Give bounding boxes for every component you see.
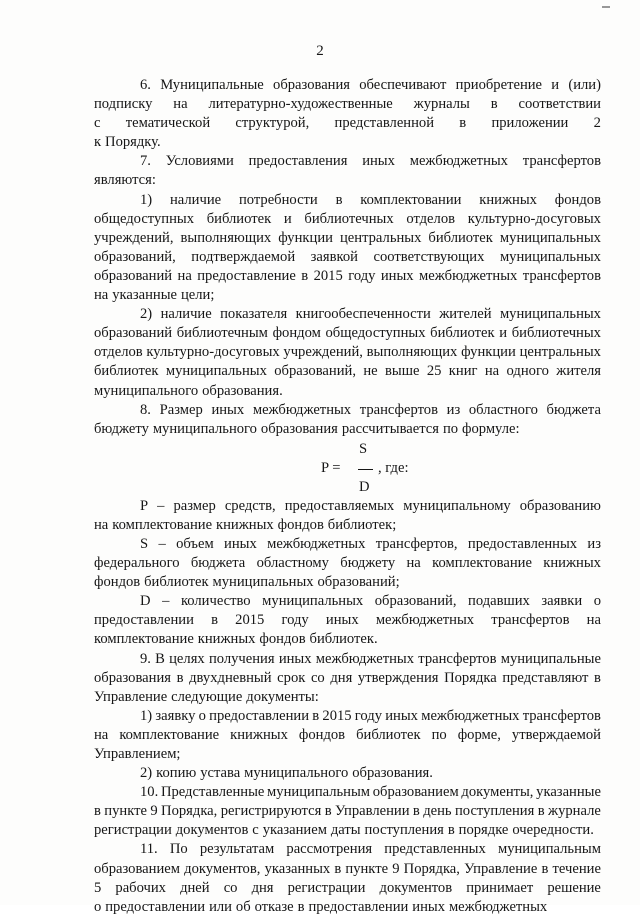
paragraph: [94, 152, 601, 190]
paragraph: [94, 76, 601, 152]
formula: [94, 440, 601, 497]
paragraph: [94, 305, 601, 400]
text-line: библиотек муниципальных образований, не выше 25 книг на одного жителя: [94, 363, 601, 380]
text-line: подписку на литературно-художественные журналы в соответствии: [94, 96, 601, 113]
formula-lhs: P =: [321, 459, 341, 476]
text-line: образований библиотечным фондом общедоступных библиотек и библиотечных: [94, 325, 601, 342]
text-line: образований на предоставление в 2015 году иных межбюджетных трансфертов: [94, 267, 601, 284]
paragraph: [94, 535, 601, 592]
text-line: образования в двухдневный срок со дня утверждения Порядка представляют в: [94, 669, 601, 686]
text-line: на указанные цели;: [94, 287, 215, 304]
text-line: 1) заявку о предоставлении в 2015 году иных межбюджетных трансфертов: [140, 707, 601, 724]
text-line: Управлением;: [94, 746, 181, 762]
text-line: федерального бюджета областному бюджету на комплектование книжных: [94, 555, 601, 572]
text-line: образованием документов, указанных в пункте 9 Порядка, Управление в течение: [94, 860, 601, 877]
text-line: 11. По результатам рассмотрения представленных муниципальным: [140, 841, 601, 858]
text-line: с тематической структурой, представленной в приложении 2: [94, 115, 601, 132]
page-number: 2: [316, 43, 324, 59]
text-line: 10. Представленные муниципальным образованием документы, указанные: [140, 784, 601, 801]
formula-numerator: S: [359, 440, 368, 457]
text-line: отделов культурно-досуговых учреждений, выполняющих функции центральных: [94, 344, 601, 361]
text-line: 6. Муниципальные образования обеспечивают приобретение и (или): [140, 77, 601, 93]
paragraph: [94, 497, 601, 535]
text-line: к Порядку.: [94, 134, 161, 151]
formula-fraction-bar: [358, 469, 373, 470]
paragraph: [94, 650, 601, 707]
text-line: образований, подтверждаемой заявкой соответствующих муниципальных: [94, 248, 601, 265]
text-line: 9. В целях получения иных межбюджетных трансфертов муниципальные: [140, 650, 601, 667]
text-line: общедоступных библиотек и библиотечных отделов культурно-досуговых: [94, 210, 601, 227]
text-line: 5 рабочих дней со дня регистрации документов принимает решение: [94, 879, 601, 896]
text-line: Управление следующие документы:: [94, 688, 319, 705]
text-line: D – количество муниципальных образований, подавших заявки о: [140, 593, 601, 610]
formula-tail: , где:: [378, 459, 409, 476]
text-line: 7. Условиями предоставления иных межбюджетных трансфертов: [140, 153, 601, 170]
document-body: [94, 76, 601, 917]
text-line: комплектование книжных фондов библиотек.: [94, 631, 378, 648]
paragraph: [94, 840, 601, 916]
text-line: P – размер средств, предоставляемых муниципальному образованию: [140, 497, 601, 514]
text-line: учреждений, выполняющих функции центральных библиотек муниципальных: [94, 229, 601, 246]
text-line: 2) наличие показателя книгообеспеченности жителей муниципальных: [140, 306, 601, 323]
text-line: муниципального образования.: [94, 382, 283, 399]
paragraph: [94, 764, 601, 783]
text-blocks-before-formula: [94, 76, 601, 439]
paragraph: [94, 401, 601, 439]
text-line: S – объем иных межбюджетных трансфертов, предоставленных из: [140, 535, 601, 552]
paragraph: [94, 707, 601, 764]
text-line: являются:: [94, 172, 156, 189]
paragraph: [94, 783, 601, 840]
text-line: в пункте 9 Порядка, регистрируются в Управлении в день поступления в журнале: [94, 803, 601, 820]
text-line: 2) копию устава муниципального образования.: [140, 765, 433, 782]
text-line: фондов библиотек муниципальных образований;: [94, 574, 400, 591]
text-line: регистрации документов с указанием даты поступления в порядке очередности.: [94, 822, 594, 839]
text-line: 1) наличие потребности в комплектовании книжных фондов: [140, 191, 601, 208]
paragraph: [94, 191, 601, 306]
text-line: бюджету муниципального образования рассчитывается по формуле:: [94, 420, 520, 437]
formula-denominator: D: [359, 478, 370, 495]
text-line: на комплектование книжных фондов библиотек;: [94, 516, 397, 533]
text-line: предоставлении в 2015 году иных межбюджетных трансфертов на: [94, 612, 601, 629]
text-line: на комплектование книжных фондов библиотек по форме, утверждаемой: [94, 726, 601, 743]
text-blocks-after-formula: [94, 497, 601, 917]
text-line: о предоставлении или об отказе в предоставлении иных межбюджетных: [94, 898, 548, 915]
text-line: 8. Размер иных межбюджетных трансфертов из областного бюджета: [140, 401, 601, 418]
paragraph: [94, 592, 601, 649]
scan-mark: [602, 6, 610, 8]
